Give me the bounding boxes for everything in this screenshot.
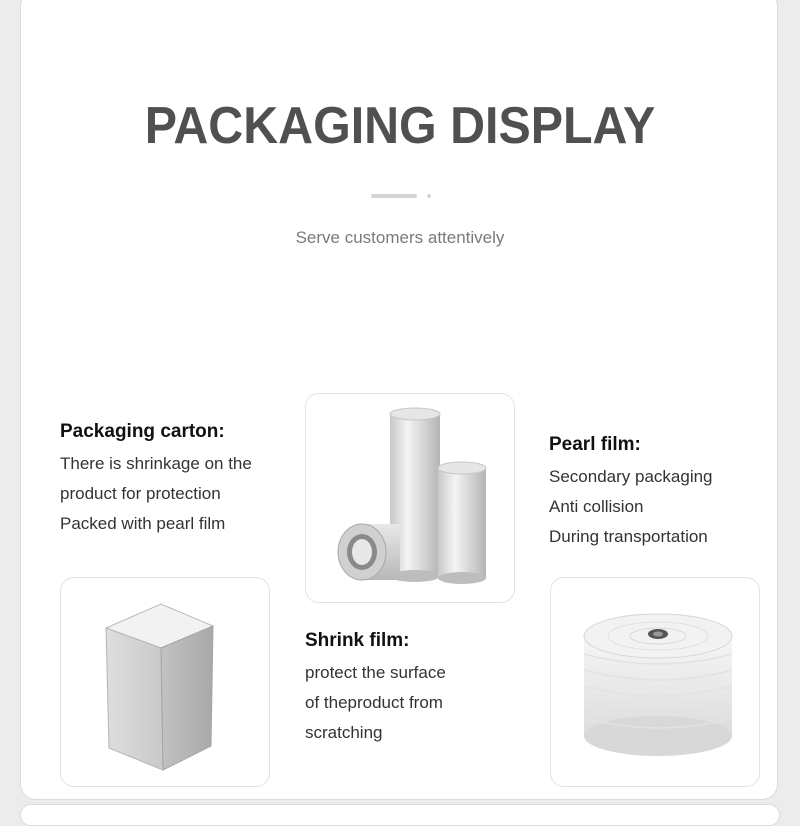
pearl-heading: Pearl film: [549, 434, 641, 455]
pearl-line: Anti collision [549, 497, 644, 516]
carton-image [60, 577, 270, 787]
carton-line: product for protection [60, 484, 221, 503]
carton-line: There is shrinkage on the [60, 454, 252, 473]
shrink-heading: Shrink film: [305, 630, 410, 651]
shrink-text-block [305, 630, 446, 748]
carton-line: Packed with pearl film [60, 514, 226, 533]
pearl-film-image [550, 577, 760, 787]
page-title: PACKAGING DISPLAY [144, 97, 656, 155]
shrink-film-rolls-icon [306, 394, 515, 603]
shrink-line: scratching [305, 723, 383, 742]
shrink-line: protect the surface [305, 663, 446, 682]
divider-bar [371, 194, 417, 198]
pearl-line: Secondary packaging [549, 467, 713, 486]
pearl-text-block [549, 434, 713, 552]
pearl-line: During transportation [549, 527, 708, 546]
white-carton-box-icon [61, 578, 270, 787]
shrink-line: of theproduct from [305, 693, 443, 712]
carton-heading: Packaging carton: [60, 421, 225, 442]
next-card-edge [20, 804, 780, 826]
page-subtitle: Serve customers attentively [295, 228, 505, 247]
divider-dot [427, 194, 431, 198]
pearl-foam-roll-icon [551, 578, 760, 787]
carton-text-block [60, 421, 252, 539]
shrink-film-image [305, 393, 515, 603]
